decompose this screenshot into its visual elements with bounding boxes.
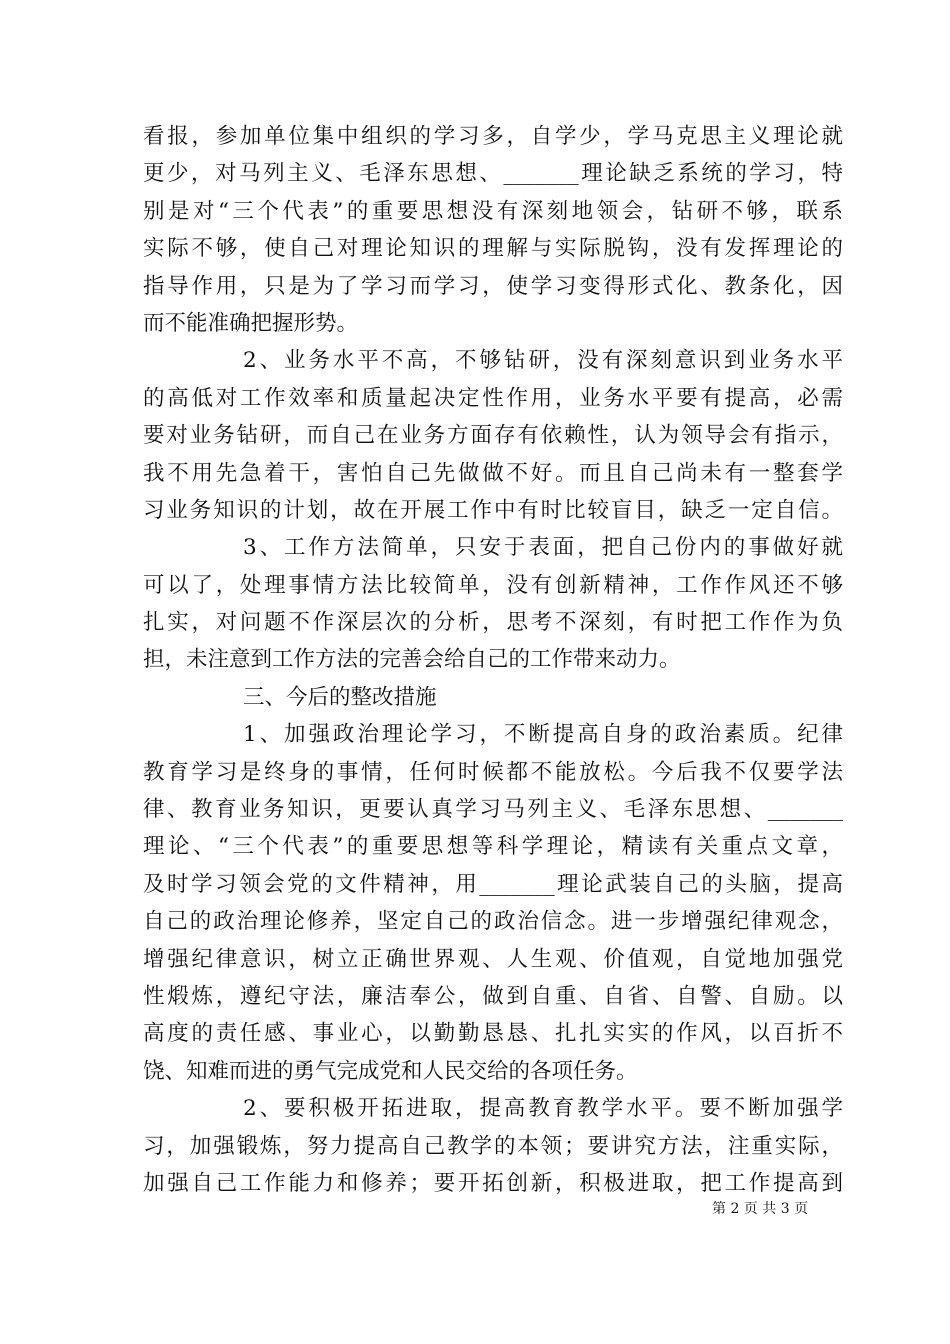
document-body: [143, 118, 843, 1202]
text-line: 性煅炼，遵纪守法，廉洁奉公，做到自重、自省、自警、自励。以: [143, 983, 843, 1009]
text-line: 别是对“三个代表”的重要思想没有深刻地领会，钻研不够，联系: [143, 198, 843, 224]
text-line: 及时学习领会党的文件精神，用_______理论武装自己的头脑，提高: [143, 871, 843, 897]
text-line: 自己的政治理论修养，坚定自己的政治信念。进一步增强纪律观念，: [143, 909, 843, 935]
text-line: 更少，对马列主义、毛泽东思想、_______理论缺乏系统的学习，特: [143, 161, 843, 187]
text-line: 看报，参加单位集中组织的学习多，自学少，学马克思主义理论就: [143, 124, 843, 149]
text-line: 习业务知识的计划，故在开展工作中有时比较盲目，缺乏一定自信。: [143, 497, 843, 523]
text-line: 可以了，处理事情方法比较简单，没有创新精神，工作作风还不够: [143, 572, 843, 598]
text-line: 习，加强锻炼，努力提高自己教学的本领；要讲究方法，注重实际，: [143, 1133, 843, 1159]
text-line: 的高低对工作效率和质量起决定性作用，业务水平要有提高，必需: [143, 385, 843, 411]
text-line: 饶、知难而进的勇气完成党和人民交给的各项任务。: [143, 1058, 638, 1084]
text-line: 2、要积极开拓进取，提高教育教学水平。要不断加强学: [243, 1096, 843, 1122]
page-number: 第 2 页 共 3 页: [712, 1201, 809, 1217]
text-line: 律、教育业务知识，更要认真学习马列主义、毛泽东思想、_______: [143, 797, 843, 823]
text-line: 教育学习是终身的事情，任何时候都不能放松。今后我不仅要学法: [143, 759, 843, 785]
text-line: 扎实，对问题不作深层次的分析，思考不深刻，有时把工作作为负: [143, 610, 843, 636]
text-line: 增强纪律意识，树立正确世界观、人生观、价值观，自觉地加强党: [143, 946, 843, 972]
text-line: 而不能准确把握形势。: [143, 310, 359, 336]
text-line: 三、今后的整改措施: [243, 684, 437, 710]
text-line: 3、工作方法简单，只安于表面，把自己份内的事做好就: [243, 535, 843, 561]
text-line: 我不用先急着干，害怕自己先做做不好。而且自己尚未有一整套学: [143, 460, 843, 486]
text-line: 理论、“三个代表”的重要思想等科学理论，精读有关重点文章，: [143, 834, 843, 860]
text-line: 指导作用，只是为了学习而学习，使学习变得形式化、教条化，因: [143, 273, 843, 299]
text-line: 高度的责任感、事业心，以勤勤恳恳、扎扎实实的作风，以百折不: [143, 1021, 843, 1047]
text-line: 1、加强政治理论学习，不断提高自身的政治素质。纪律: [243, 722, 843, 748]
text-line: 实际不够，使自己对理论知识的理解与实际脱钩，没有发挥理论的: [143, 236, 843, 262]
text-line: 要对业务钻研，而自己在业务方面存有依赖性，认为领导会有指示，: [143, 423, 843, 449]
text-line: 加强自己工作能力和修养；要开拓创新，积极进取，把工作提高到: [143, 1170, 843, 1196]
text-line: 担，未注意到工作方法的完善会给自己的工作带来动力。: [143, 647, 681, 673]
text-line: 2、业务水平不高，不够钻研，没有深刻意识到业务水平: [243, 348, 843, 374]
